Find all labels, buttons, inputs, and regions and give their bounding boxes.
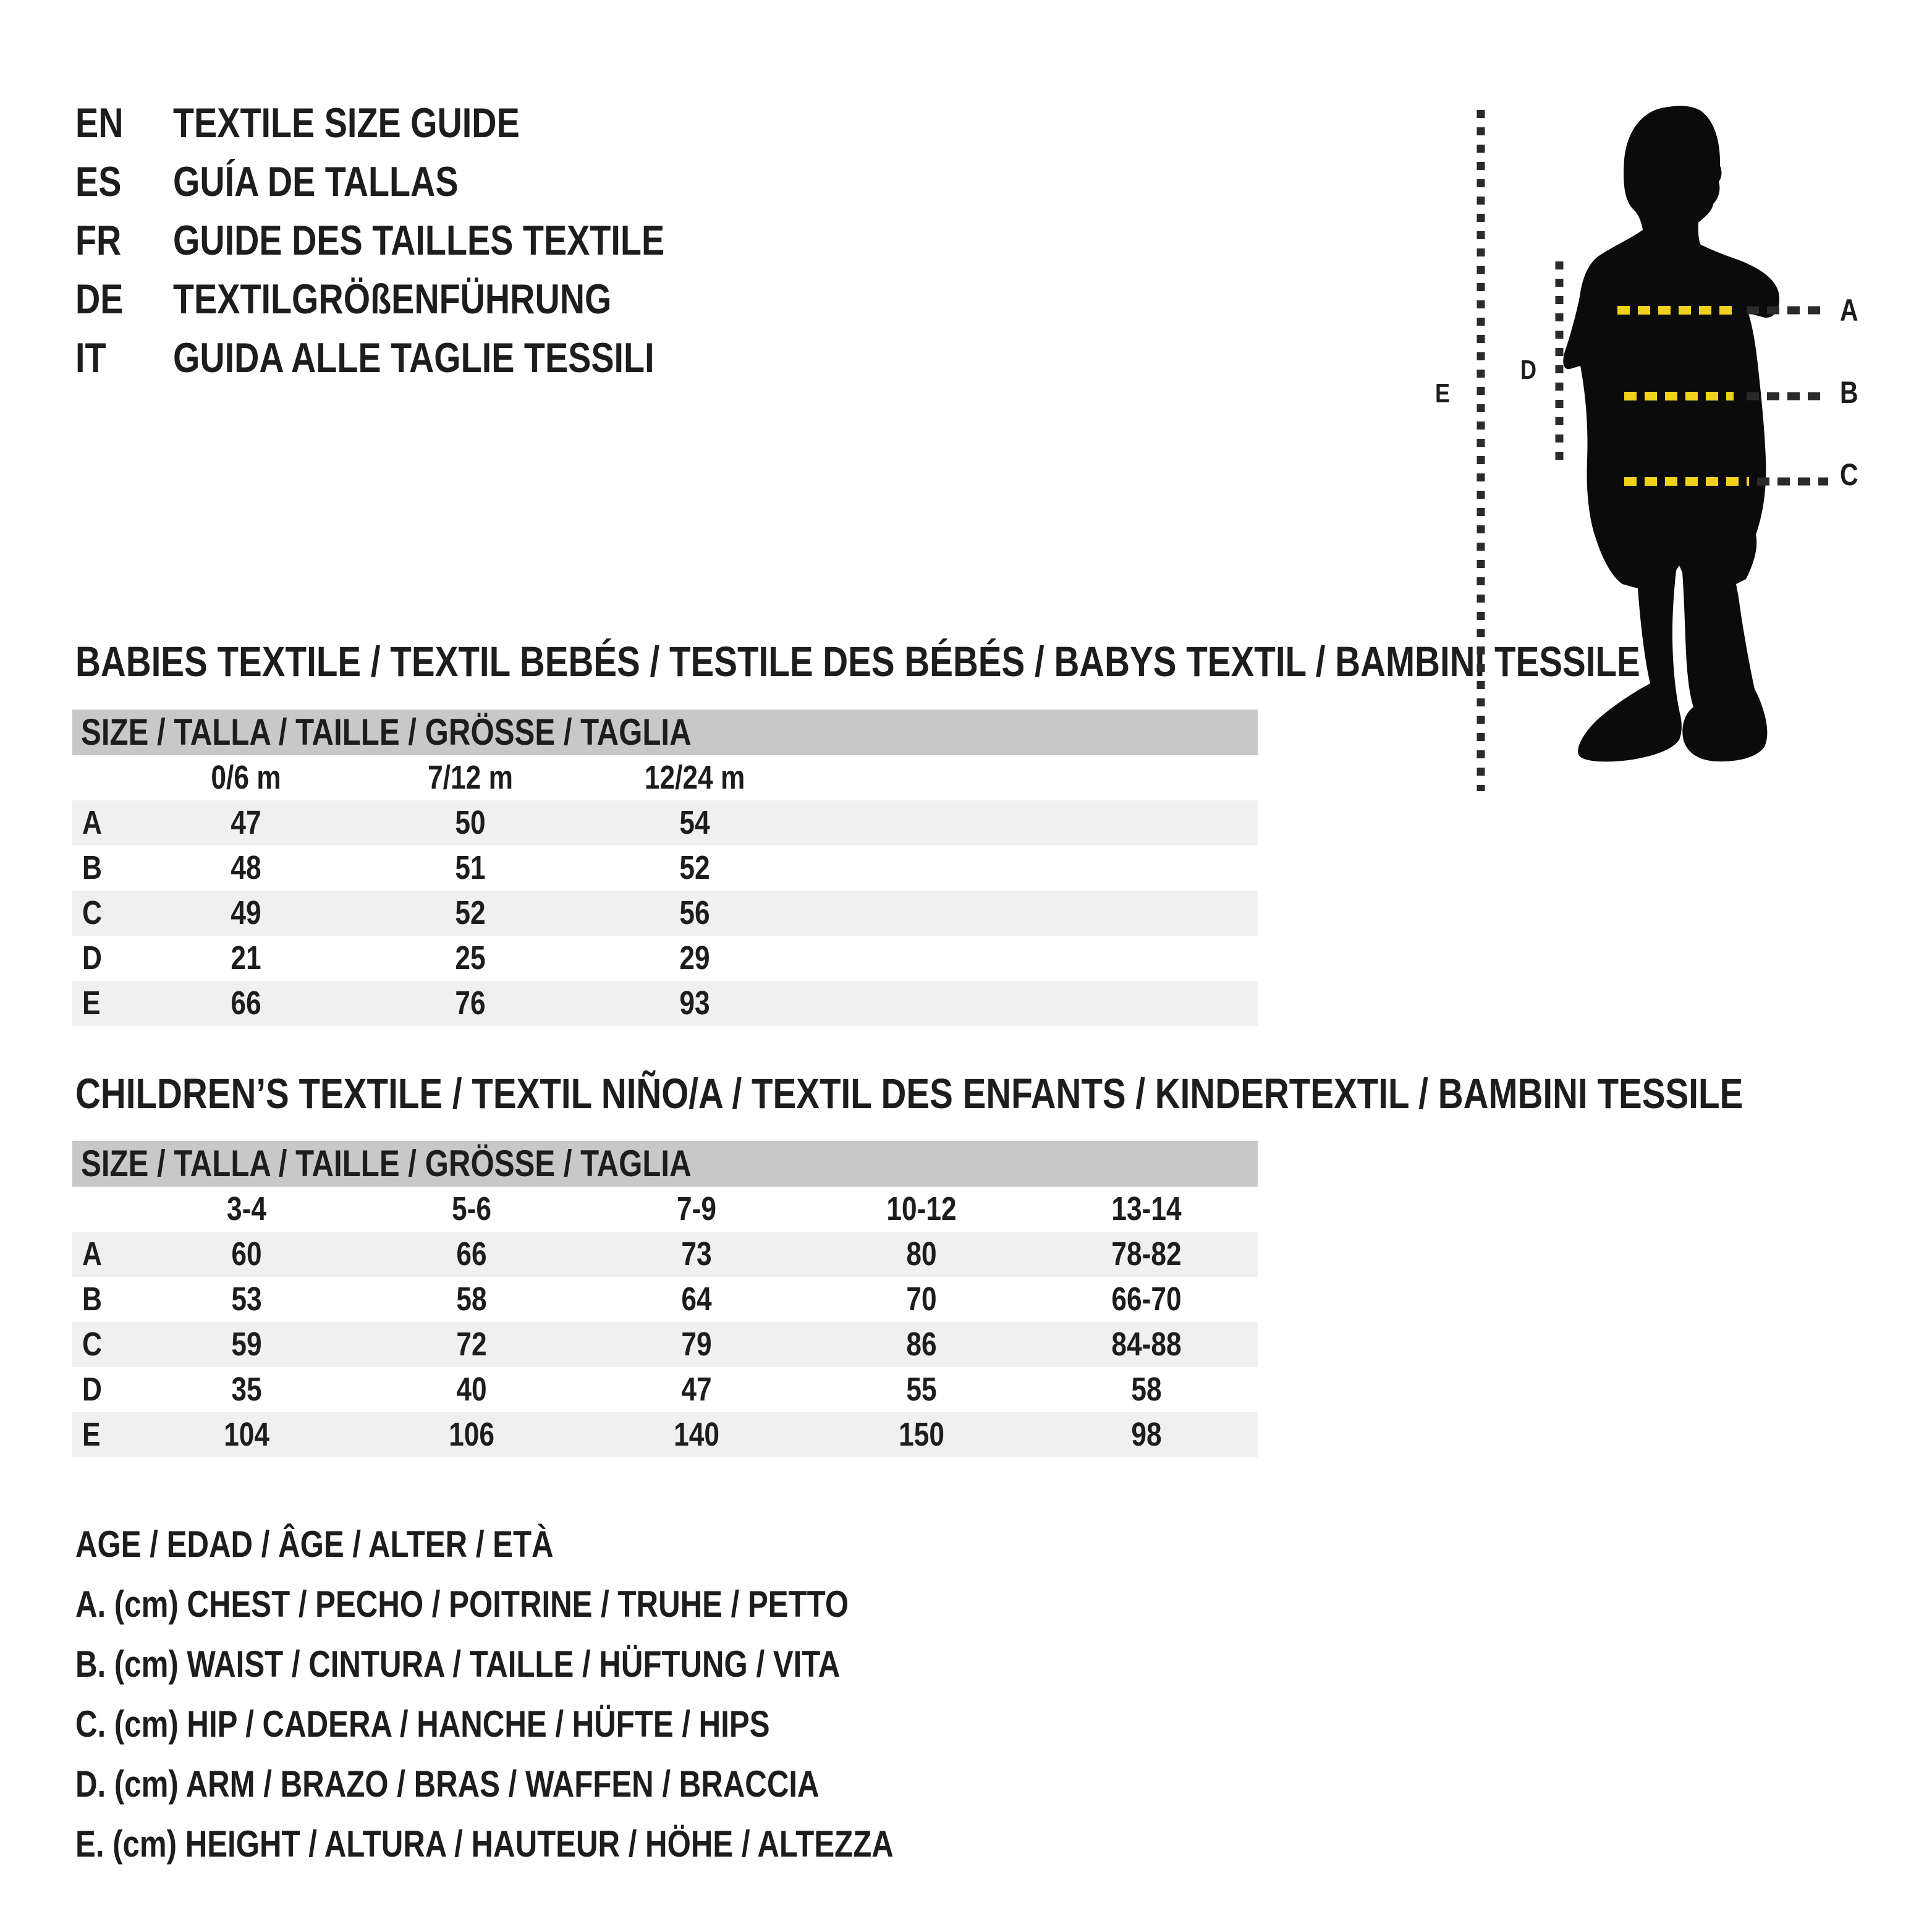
legend-line-text: A. (cm) CHEST / PECHO / POITRINE / TRUHE / PETTO — [75, 1583, 849, 1625]
value-text: 21 — [231, 939, 262, 977]
babies-section-title-text: BABIES TEXTILE / TEXTIL BEBÉS / TESTILE DES BÉBÉS / BABYS TEXTIL / BAMBINI TESSILE — [75, 638, 1640, 685]
language-row — [75, 329, 773, 388]
table-row — [72, 845, 1258, 891]
language-code — [75, 211, 173, 270]
column-header-text: 7-9 — [676, 1190, 716, 1227]
children-section-title-text: CHILDREN’S TEXTILE / TEXTIL NIÑO/A / TEXTIL DES ENFANTS / KINDERTEXTIL / BAMBINI TESSILE — [75, 1070, 1743, 1117]
value-text: 48 — [231, 849, 262, 886]
value-text: 52 — [455, 894, 486, 931]
language-title — [173, 94, 596, 153]
value-text: 104 — [224, 1416, 269, 1453]
value-cell — [584, 1322, 809, 1367]
child-silhouette — [1563, 106, 1779, 761]
legend-line-text: B. (cm) WAIST / CINTURA / TAILLE / HÜFTUNG / VITA — [75, 1643, 841, 1685]
language-code — [75, 153, 173, 211]
height-label: E — [1435, 378, 1451, 409]
value-text: 140 — [674, 1416, 719, 1453]
row-label-text: A — [82, 1235, 102, 1273]
row-filler — [807, 891, 1258, 936]
language-row — [75, 153, 773, 211]
language-title — [173, 153, 521, 211]
value-cell — [359, 1232, 584, 1277]
value-text: 58 — [1131, 1371, 1162, 1408]
value-cell — [584, 1232, 809, 1277]
value-text: 29 — [679, 939, 711, 977]
language-title-text: GUÍA DE TALLAS — [173, 158, 459, 205]
value-text: 58 — [456, 1281, 487, 1318]
table-row — [72, 1412, 1258, 1457]
table-column-header-row — [72, 755, 1258, 800]
value-text: 49 — [231, 894, 262, 931]
language-title-text: TEXTILGRÖßENFÜHRUNG — [173, 276, 612, 323]
value-cell — [584, 1277, 809, 1322]
value-cell — [134, 1367, 359, 1412]
language-row — [75, 270, 773, 329]
value-cell — [359, 1277, 584, 1322]
value-text: 47 — [231, 804, 262, 841]
value-text: 79 — [681, 1326, 712, 1363]
value-text: 52 — [679, 849, 711, 886]
babies-size-table — [72, 710, 1258, 1026]
column-header — [584, 1187, 809, 1232]
value-cell — [1034, 1367, 1259, 1412]
arm-label: D — [1520, 355, 1537, 385]
table-row — [72, 936, 1258, 981]
language-code-text: EN — [75, 100, 124, 146]
column-header — [583, 755, 807, 800]
row-label — [72, 1232, 134, 1277]
column-header-text: 0/6 m — [211, 759, 282, 796]
value-cell — [359, 1367, 584, 1412]
row-label-text: E — [82, 985, 101, 1022]
value-cell — [809, 1412, 1034, 1457]
value-cell — [134, 1277, 359, 1322]
value-text: 25 — [455, 939, 486, 977]
value-text: 86 — [906, 1326, 937, 1363]
value-text: 60 — [231, 1235, 262, 1273]
value-cell — [358, 891, 583, 936]
value-text: 55 — [906, 1371, 937, 1408]
value-cell — [809, 1232, 1034, 1277]
language-code-text: FR — [75, 217, 122, 264]
value-cell — [359, 1322, 584, 1367]
value-text: 93 — [679, 985, 711, 1022]
table-header-bar-text: SIZE / TALLA / TAILLE / GRÖSSE / TAGLIA — [81, 1143, 692, 1184]
value-cell — [134, 1232, 359, 1277]
table-row — [72, 1322, 1258, 1367]
value-cell — [809, 1367, 1034, 1412]
value-cell — [358, 800, 583, 845]
row-label-text: E — [82, 1416, 101, 1453]
legend-line-text: AGE / EDAD / ÂGE / ALTER / ETÀ — [75, 1523, 554, 1565]
table-row — [72, 1232, 1258, 1277]
column-header-spacer — [72, 755, 134, 800]
row-filler — [807, 800, 1258, 845]
children-size-table — [72, 1141, 1258, 1457]
row-label — [72, 1277, 134, 1322]
legend-line — [75, 1514, 1073, 1574]
value-text: 73 — [681, 1235, 712, 1273]
row-label — [72, 845, 134, 891]
value-cell — [809, 1322, 1034, 1367]
value-text: 78-82 — [1111, 1235, 1182, 1273]
row-label — [72, 1412, 134, 1457]
table-row — [72, 1367, 1258, 1412]
column-header-text: 13-14 — [1111, 1190, 1182, 1227]
table-row — [72, 891, 1258, 936]
row-label-text: A — [82, 804, 102, 841]
table-header-bar-text: SIZE / TALLA / TAILLE / GRÖSSE / TAGLIA — [81, 711, 692, 753]
value-text: 54 — [679, 804, 711, 841]
value-text: 35 — [231, 1371, 262, 1408]
row-label — [72, 891, 134, 936]
value-text: 50 — [455, 804, 486, 841]
row-filler — [807, 845, 1258, 891]
value-text: 76 — [455, 985, 486, 1022]
language-row — [75, 211, 773, 270]
value-text: 59 — [231, 1326, 262, 1363]
column-header-filler — [807, 755, 1258, 800]
value-text: 84-88 — [1111, 1326, 1182, 1363]
row-filler — [807, 981, 1258, 1026]
value-cell — [584, 1367, 809, 1412]
language-title-list — [75, 94, 773, 388]
legend-line — [75, 1574, 1073, 1634]
hip-label: C — [1840, 457, 1858, 492]
value-cell — [583, 891, 807, 936]
value-text: 98 — [1131, 1416, 1162, 1453]
row-label — [72, 1367, 134, 1412]
column-header-spacer — [72, 1187, 134, 1232]
value-text: 150 — [899, 1416, 944, 1453]
value-cell — [1034, 1277, 1259, 1322]
value-cell — [134, 800, 358, 845]
value-cell — [134, 891, 358, 936]
column-header — [359, 1187, 584, 1232]
language-title-text: GUIDE DES TAILLES TEXTILE — [173, 217, 665, 264]
value-text: 106 — [449, 1416, 494, 1453]
value-text: 72 — [456, 1326, 487, 1363]
legend-line-text: C. (cm) HIP / CADERA / HANCHE / HÜFTE / HIPS — [75, 1703, 770, 1745]
language-title — [173, 270, 708, 329]
value-cell — [809, 1277, 1034, 1322]
legend-line — [75, 1814, 1073, 1874]
measurement-legend — [75, 1514, 1073, 1874]
column-header-text: 5-6 — [451, 1190, 491, 1227]
row-label-text: B — [82, 849, 102, 886]
language-code-text: ES — [75, 158, 122, 205]
value-text: 53 — [231, 1281, 262, 1318]
value-text: 56 — [679, 894, 711, 931]
column-header — [809, 1187, 1034, 1232]
column-header-text: 10-12 — [886, 1190, 957, 1227]
value-cell — [134, 981, 358, 1026]
row-label — [72, 800, 134, 845]
waist-label: B — [1840, 375, 1858, 410]
table-header-bar — [72, 710, 1258, 755]
column-header — [358, 755, 583, 800]
language-title-text: GUIDA ALLE TAGLIE TESSILI — [173, 334, 655, 381]
value-cell — [584, 1412, 809, 1457]
column-header — [134, 755, 358, 800]
value-cell — [134, 1412, 359, 1457]
chest-label: A — [1840, 293, 1858, 328]
value-text: 51 — [455, 849, 486, 886]
table-row — [72, 1277, 1258, 1322]
value-text: 40 — [456, 1371, 487, 1408]
legend-line-text: E. (cm) HEIGHT / ALTURA / HAUTEUR / HÖHE / ALTEZZA — [75, 1823, 894, 1865]
value-cell — [583, 845, 807, 891]
value-cell — [134, 1322, 359, 1367]
legend-line — [75, 1694, 1073, 1754]
row-label-text: C — [82, 894, 102, 931]
value-text: 47 — [681, 1371, 712, 1408]
language-title-text: TEXTILE SIZE GUIDE — [173, 100, 520, 146]
value-cell — [134, 936, 358, 981]
row-filler — [807, 936, 1258, 981]
value-text: 66 — [456, 1235, 487, 1273]
row-label-text: C — [82, 1326, 102, 1363]
column-header — [1034, 1187, 1259, 1232]
value-cell — [1034, 1322, 1259, 1367]
value-cell — [358, 936, 583, 981]
value-cell — [1034, 1412, 1259, 1457]
legend-line — [75, 1634, 1073, 1694]
language-code-text: IT — [75, 334, 106, 381]
legend-line — [75, 1754, 1073, 1814]
column-header — [134, 1187, 359, 1232]
column-header-text: 3-4 — [226, 1190, 266, 1227]
column-header-text: 12/24 m — [645, 759, 745, 796]
value-text: 66-70 — [1111, 1281, 1182, 1318]
value-cell — [1034, 1232, 1259, 1277]
value-text: 80 — [906, 1235, 937, 1273]
language-code-text: DE — [75, 276, 124, 323]
row-label — [72, 936, 134, 981]
table-row — [72, 981, 1258, 1026]
table-column-header-row — [72, 1187, 1258, 1232]
row-label-text: D — [82, 1371, 102, 1408]
value-text: 66 — [231, 985, 262, 1022]
row-label — [72, 981, 134, 1026]
table-row — [72, 800, 1258, 845]
value-text: 70 — [906, 1281, 937, 1318]
language-code — [75, 270, 173, 329]
column-header-text: 7/12 m — [428, 759, 514, 796]
value-cell — [358, 845, 583, 891]
language-title — [173, 211, 773, 270]
language-row — [75, 94, 773, 153]
row-label — [72, 1322, 134, 1367]
value-text: 64 — [681, 1281, 712, 1318]
row-label-text: D — [82, 939, 102, 977]
child-silhouette-diagram — [1421, 93, 1922, 803]
children-section-title — [75, 1072, 1932, 1115]
language-code — [75, 94, 173, 153]
value-cell — [358, 981, 583, 1026]
value-cell — [583, 936, 807, 981]
table-header-bar — [72, 1141, 1258, 1187]
language-title — [173, 329, 760, 388]
value-cell — [359, 1412, 584, 1457]
value-cell — [583, 981, 807, 1026]
legend-line-text: D. (cm) ARM / BRAZO / BRAS / WAFFEN / BRACCIA — [75, 1763, 820, 1805]
row-label-text: B — [82, 1281, 102, 1318]
language-code — [75, 329, 173, 388]
value-cell — [134, 845, 358, 891]
value-cell — [583, 800, 807, 845]
